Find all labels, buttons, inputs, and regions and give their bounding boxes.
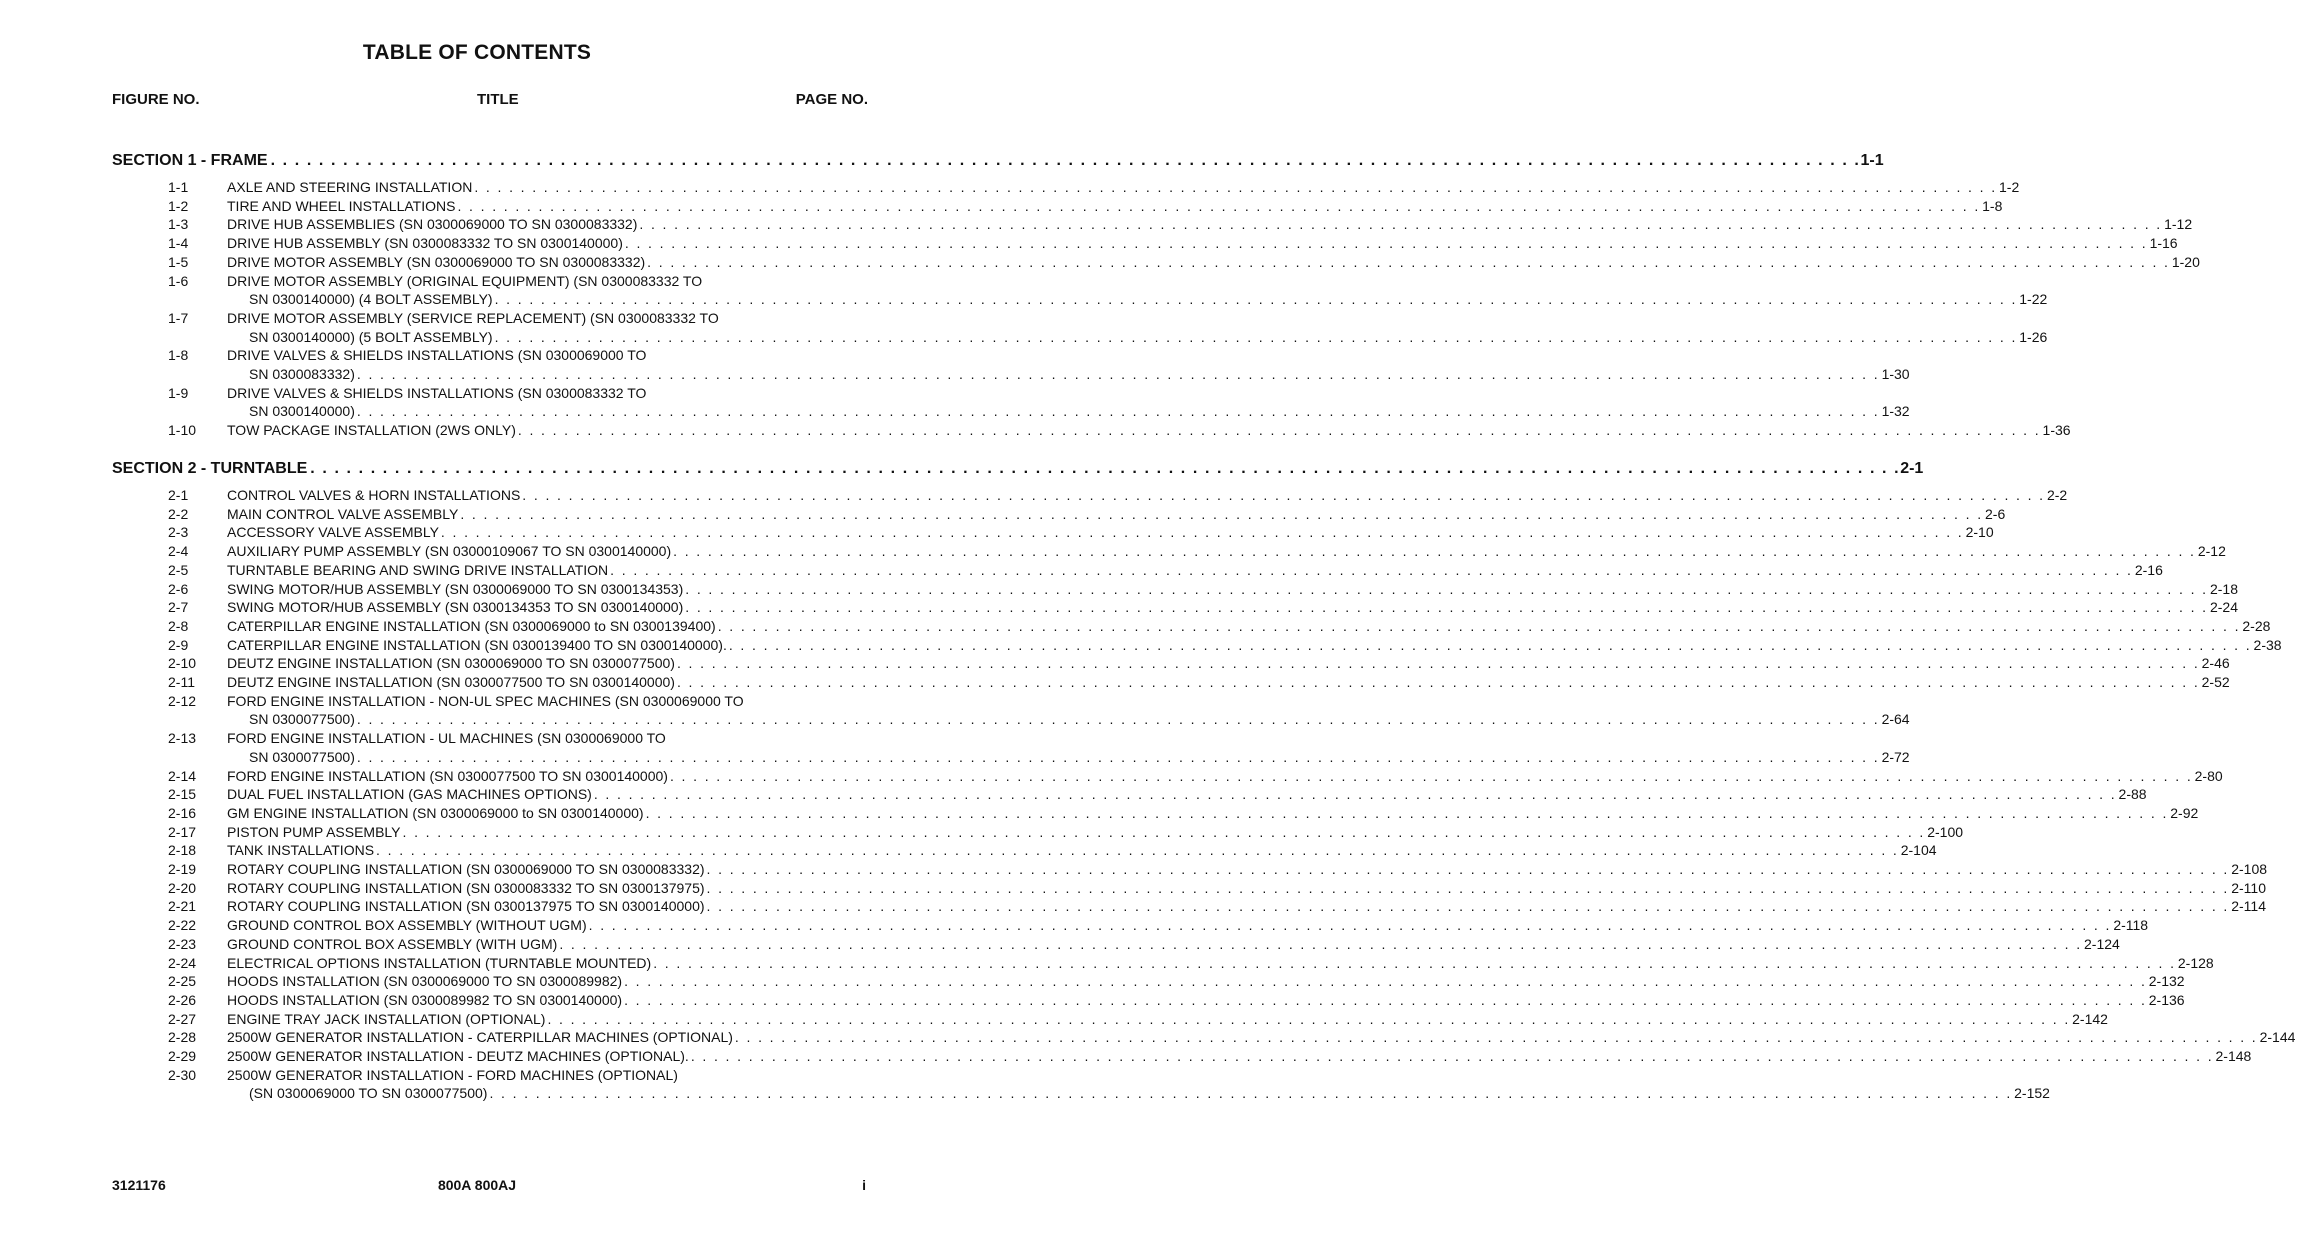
dot-leader: . . . . . . . . . . . . . . . . . . . . . . . . . . . . . . . . . . . . . . . . . . . . . . . . . . . . . . . . . . . . . . . . . . . . . . . . . . . . . . . . . . . . . . . . . . . . . . . . . . . . . . . . . . . . . . . . . . . . . . . . . . . . . . . . . . . .: [624, 235, 2148, 252]
figure-number: 2-17: [168, 823, 197, 840]
toc-entry: [168, 580, 2238, 599]
dot-leader: . . . . . . . . . . . . . . . . . . . . . . . . . . . . . . . . . . . . . . . . . . . . . . . . . . . . . . . . . . . . . . . . . . . . . . . . . . . . . . . . . . . . . . . . . . . . . . . . . . . . . . . . . . . . . . . . . . . . . . . . . . . . . . . . . . . .: [669, 767, 2193, 784]
figure-number: 1-9: [168, 384, 189, 401]
entry-page: 2-124: [2084, 935, 2120, 952]
figure-number: 2-4: [168, 543, 189, 560]
figure-number: 1-8: [168, 347, 189, 364]
entry-title: AXLE AND STEERING INSTALLATION: [227, 179, 473, 195]
entry-page: 2-148: [2215, 1048, 2252, 1064]
dot-leader: . . . . . . . . . . . . . . . . . . . . . . . . . . . . . . . . . . . . . . . . . . . . . . . . . . . . . . . . . . . . . . . . . . . . . . . . . . . . . . . . . . . . . . . . . . . . . . . . . . . . . . . . . . . . . . . . . . . . . . . . . . . . . . . . . . . .: [624, 991, 2147, 1008]
entry-title: MAIN CONTROL VALVE ASSEMBLY: [227, 505, 459, 522]
dot-leader: . . . . . . . . . . . . . . . . . . . . . . . . . . . . . . . . . . . . . . . . . . . . . . . . . . . . . . . . . . . . . . . . . . . . . . . . . . . . . . . . . . . . . . . . . . . . . . . . . . . . . . . . . . . . . . . . . . . . . . . . . . . . . . . . . . . .: [685, 580, 2208, 597]
entry-title: FORD ENGINE INSTALLATION (SN 0300077500 TO SN 0300140000): [227, 767, 668, 784]
toc-entry: [168, 505, 2006, 524]
dot-leader: . . . . . . . . . . . . . . . . . . . . . . . . . . . . . . . . . . . . . . . . . . . . . . . . . . . . . . . . . . . . . . . . . . . . . . . . . . . . . . . . . . . . . . . . . . . . . . . . . . . . . . . . . . . . . . . . . . . . . . . . . . . . . . . . . . . .: [494, 328, 2018, 345]
entry-page: 1-8: [1982, 197, 2003, 214]
entry-page: 2-80: [2194, 767, 2223, 784]
entry-title: CATERPILLAR ENGINE INSTALLATION (SN 0300139400 TO SN 0300140000).: [227, 636, 727, 653]
dot-leader: . . . . . . . . . . . . . . . . . . . . . . . . . . . . . . . . . . . . . . . . . . . . . . . . . . . . . . . . . . . . . . . . . . . . . . . . . . . . . . . . . . . . . . . . . . . . . . . . . . . . . . . . . . . . . . . . . . . . . . . . . . . . . . . . . . . .: [728, 636, 2252, 653]
figure-number: 2-19: [168, 861, 197, 877]
entry-row: [227, 1010, 2108, 1029]
figure-number: 1-1: [168, 179, 189, 195]
entry-title: DRIVE VALVES & SHIELDS INSTALLATIONS (SN 0300083332 TO: [227, 384, 647, 401]
entry-row: [227, 879, 2266, 898]
dot-leader: . . . . . . . . . . . . . . . . . . . . . . . . . . . . . . . . . . . . . . . . . . . . . . . . . . . . . . . . . . . . . . . . . . . . . . . . . . . . . . . . . . . . . . . . . . . . . . . . . . . . . . . . . . . . . . . . . . . . . . . . . . . . . . . . . . . .: [653, 954, 2176, 971]
entry-page: 2-152: [2014, 1085, 2050, 1102]
entry-row: [227, 823, 1964, 842]
entry-row: [227, 523, 1994, 542]
entry-page: 2-18: [2209, 580, 2238, 597]
entry-page: 1-26: [2019, 328, 2048, 345]
toc-entry: [168, 860, 2268, 879]
entry-row: [227, 561, 2163, 580]
dot-leader: . . . . . . . . . . . . . . . . . . . . . . . . . . . . . . . . . . . . . . . . . . . . . . . . . . . . . . . . . . . . . . . . . . . . . . . . . . . . . . . . . . . . . . . . . . . . . . . . . . . . . . . . . . . . . . . . . . . . . . . . . . . . . . . . . . . .: [639, 216, 2163, 233]
entry-row: [227, 598, 2238, 617]
footer-document-number: 3121176: [112, 1177, 166, 1193]
entry-row: [227, 580, 2238, 599]
entry-page: 2-46: [2201, 655, 2230, 672]
dot-leader: . . . . . . . . . . . . . . . . . . . . . . . . . . . . . . . . . . . . . . . . . . . . . . . . . . . . . . . . . . . . . . . . . . . . . . . . . . . . . . . . . . . . . . . . . . . . . . . . . . . . . . . . . . . . . . . . . . . . . . . . . . . . . . . . . . . .: [706, 898, 2230, 915]
figure-number: 2-25: [168, 973, 197, 990]
entry-row: [227, 841, 1937, 860]
figure-number: 2-16: [168, 804, 197, 821]
dot-leader: . . . . . . . . . . . . . . . . . . . . . . . . . . . . . . . . . . . . . . . . . . . . . . . . . . . . . . . . . . . . . . . . . . . . . . . . . . . . . . . . . . . . . . . . . . . . . . . . . . . . . . . . . . . . . . . . . . . . . . . . . . . . . . . . . . . .: [645, 804, 2169, 821]
toc-entry: [168, 617, 2271, 636]
dot-leader: . . . . . . . . . . . . . . . . . . . . . . . . . . . . . . . . . . . . . . . . . . . . . . . . . . . . . . . . . . . . . . . . . . . . . . . . . . . . . . . . . . . . . . . . . . . . . . . . . . . . . . . . . . . . . . . . . . . . . . . . . . . . . . . . . . . .: [356, 748, 1880, 765]
entry-page: 2-6: [1985, 505, 2006, 522]
toc-entry: [168, 421, 2071, 440]
entry-title: PISTON PUMP ASSEMBLY: [227, 823, 401, 840]
figure-number: 2-5: [168, 561, 189, 578]
toc-entry: [168, 823, 1964, 842]
dot-leader: . . . . . . . . . . . . . . . . . . . . . . . . . . . . . . . . . . . . . . . . . . . . . . . . . . . . . . . . . . . . . . . . . . . . . . . . . . . . . . . . . . . . . . . . . . . . . . . . . . . . . . . . . . . . . . . . . . . . . . . . . . . . . . . . . . . .: [356, 711, 1880, 728]
entry-row: [227, 673, 2230, 692]
entry-row: [227, 972, 2185, 991]
dot-leader: . . . . . . . . . . . . . . . . . . . . . . . . . . . . . . . . . . . . . . . . . . . . . . . . . . . . . . . . . . . . . . . . . . . . . . . . . . . . . . . . . . . . . . . . . . . . . . . . . . . . . . . . . . . . . . . . . . . . . . . . . . . . . . . . . . . .: [676, 674, 2200, 690]
toc-entry: [168, 384, 1910, 421]
entry-page: 2-108: [2231, 861, 2268, 877]
entry-row: [227, 636, 2282, 655]
toc-entry: [168, 309, 2048, 346]
toc-entry: [168, 178, 2020, 197]
figure-number: 2-9: [168, 636, 189, 653]
figure-number: 2-12: [168, 692, 197, 709]
toc-entry: [168, 916, 2149, 935]
section-label: SECTION 1 - FRAME: [112, 152, 268, 169]
toc-entry: [168, 486, 2068, 505]
entry-row: [227, 654, 2230, 673]
figure-number: 2-14: [168, 767, 197, 784]
entry-page: 2-136: [2148, 991, 2185, 1008]
entry-title: GM ENGINE INSTALLATION (SN 0300069000 to SN 0300140000): [227, 804, 644, 821]
entry-title: ROTARY COUPLING INSTALLATION (SN 0300137975 TO SN 0300140000): [227, 898, 705, 915]
entry-page: 2-114: [2231, 898, 2266, 915]
entry-title: CONTROL VALVES & HORN INSTALLATIONS: [227, 487, 521, 503]
figure-number: 2-3: [168, 524, 189, 541]
dot-leader: . . . . . . . . . . . . . . . . . . . . . . . . . . . . . . . . . . . . . . . . . . . . . . . . . . . . . . . . . . . . . . . . . . . . . . . . . . . . . . . . . . . . . . . . . . . . . . . . . . . . . . . . . . . . . . . . . . . . . . . . . . . . . . . . . . . .: [494, 291, 2018, 308]
toc-entry: [168, 935, 2120, 954]
entry-title: SN 0300083332): [249, 366, 355, 382]
figure-number: 1-6: [168, 272, 189, 289]
toc-entry: [168, 1047, 2252, 1066]
entry-row: [227, 954, 2214, 973]
toc-entry: [168, 879, 2266, 898]
figure-number: 2-7: [168, 599, 189, 616]
entry-title: DRIVE MOTOR ASSEMBLY (SN 0300069000 TO SN 0300083332): [227, 253, 646, 270]
entry-row: [227, 1047, 2252, 1066]
entry-title: TOW PACKAGE INSTALLATION (2WS ONLY): [227, 422, 516, 439]
dot-leader: . . . . . . . . . . . . . . . . . . . . . . . . . . . . . . . . . . . . . . . . . . . . . . . . . . . . . . . . . . . . . . . . . . . . . . . . . . . . . . . . . . . . . . . . . . . . . . . . . . . . . . . . . . . . . . . . . . . . . . . . . . . . . . . . . . . .: [676, 655, 2200, 672]
dot-leader: . . . . . . . . . . . . . . . . . . . . . . . . . . . . . . . . . . . . . . . . . . . . . . . . . . . . . . . . . . . . . . . . . . . . . . . . . . . . . . . . . . . . . . . . . . . . . . . . . . . . . . . . . . . . . . . . . . . . . . . . . . . . . . . . . . . .: [517, 422, 2041, 439]
figure-number: 2-27: [168, 1010, 197, 1027]
entry-page: 2-16: [2134, 561, 2163, 578]
entry-title: HOODS INSTALLATION (SN 0300069000 TO SN 0300089982): [227, 973, 623, 990]
dot-leader: . . . . . . . . . . . . . . . . . . . . . . . . . . . . . . . . . . . . . . . . . . . . . . . . . . . . . . . . . . . . . . . . . . . . . . . . . . . . . . . . . . . . . . . . . . . . . . . . . . . . . . . . . . . . . . . . . . . . . . . . . . . . . . . . . . . .: [706, 861, 2230, 877]
entry-row: [227, 253, 2200, 272]
dot-leader: . . . . . . . . . . . . . . . . . . . . . . . . . . . . . . . . . . . . . . . . . . . . . . . . . . . . . . . . . . . . . . . . . . . . . . . . . . . . . . . . . . . . . . . . . . . . . . . . . . . . . . . . . . . . . . . . . . . . . . . . . . . . . . . . . . . .: [440, 524, 1964, 541]
section-page: 2-1: [1900, 460, 1924, 477]
entry-row: [227, 1028, 2296, 1047]
entry-row: [249, 365, 1910, 384]
entry-row: [227, 860, 2268, 879]
entry-row: [227, 916, 2149, 935]
entry-page: 2-10: [1965, 524, 1994, 541]
section-heading: [112, 460, 1924, 478]
entry-title: HOODS INSTALLATION (SN 0300089982 TO SN 0300140000): [227, 991, 623, 1008]
page-title: TABLE OF CONTENTS: [362, 41, 592, 64]
dot-leader: . . . . . . . . . . . . . . . . . . . . . . . . . . . . . . . . . . . . . . . . . . . . . . . . . . . . . . . . . . . . . . . . . . . . . . . . . . . . . . . . . . . . . . . . . . . . . . . . . . . . . . . . . . . . . . . . . . . . . . . . . . . . . . . . . . . .: [559, 935, 2083, 952]
figure-number: 1-5: [168, 253, 189, 270]
entry-title: DEUTZ ENGINE INSTALLATION (SN 0300069000 TO SN 0300077500): [227, 655, 675, 672]
entry-title: CATERPILLAR ENGINE INSTALLATION (SN 0300069000 to SN 0300139400): [227, 617, 716, 634]
toc-entry: [168, 785, 2147, 804]
entry-title: FORD ENGINE INSTALLATION - NON-UL SPEC MACHINES (SN 0300069000 TO: [227, 692, 744, 709]
figure-number: 2-30: [168, 1066, 197, 1083]
dot-leader: . . . . . . . . . . . . . . . . . . . . . . . . . . . . . . . . . . . . . . . . . . . . . . . . . . . . . . . . . . . . . . . . . . . . . . . . . . . . . . . . . . . . . . . . . . . . . . . . . . . . . . . . . . . . . . . . . . . . . . . . . . . . . . . . . . . .: [474, 179, 1998, 195]
entry-title: DUAL FUEL INSTALLATION (GAS MACHINES OPTIONS): [227, 786, 592, 803]
entry-page: 2-110: [2231, 879, 2266, 896]
entry-row: [227, 785, 2147, 804]
dot-leader: . . . . . . . . . . . . . . . . . . . . . . . . . . . . . . . . . . . . . . . . . . . . . . . . . . . . . . . . . . . . . . . . . . . . . . . . . . . . . . . . . . . . . . . . . . . . . . . . . . . . . . . . . . . . . . . . . . . . . . . . . . . . . . . . . . . .: [402, 823, 1926, 840]
dot-leader: . . . . . . . . . . . . . . . . . . . . . . . . . . . . . . . . . . . . . . . . . . . . . . . . . . . . . . . . . . . . . . . . . . . . . . . . . . . . . . . . . . . . . . . . . . . . . . . . . . . . . . . . . . . . . . . . . . . . . . . . . . . . . . . . . . . .: [457, 197, 1981, 214]
entry-row: [227, 421, 2071, 440]
entry-page: 2-104: [1900, 842, 1937, 859]
figure-number: 2-11: [168, 674, 195, 690]
entry-title: DRIVE MOTOR ASSEMBLY (ORIGINAL EQUIPMENT) (SN 0300083332 TO: [227, 272, 703, 289]
entry-page: 2-88: [2118, 786, 2147, 803]
section-page: 1-1: [1860, 152, 1884, 169]
toc-entry: [168, 729, 1910, 766]
toc-entry: [168, 654, 2230, 673]
figure-number: 2-2: [168, 505, 189, 522]
figure-number: 2-29: [168, 1048, 197, 1064]
footer-model: 800A 800AJ: [437, 1177, 517, 1193]
figure-number: 2-24: [168, 954, 197, 971]
entry-page: 2-24: [2209, 599, 2238, 616]
entry-page: 2-92: [2170, 804, 2199, 821]
entry-title: SN 0300077500): [249, 711, 355, 728]
entry-page: 2-2: [2046, 487, 2068, 503]
entry-row: [249, 710, 1910, 729]
entry-row: [227, 542, 2226, 561]
toc-entry: [168, 692, 1910, 729]
figure-number: 2-18: [168, 842, 197, 859]
dot-leader: . . . . . . . . . . . . . . . . . . . . . . . . . . . . . . . . . . . . . . . . . . . . . . . . . . . . . . . . . . . . . . . . . . . . . . . . . . . . . . . . . . . . . . . . . . . . . . . . . . . . . . . . . . . . . . . . . . . . . . . . . . . . . . . . . . . .: [706, 879, 2230, 896]
entry-row: [227, 197, 2003, 216]
dot-leader: . . . . . . . . . . . . . . . . . . . . . . . . . . . . . . . . . . . . . . . . . . . . . . . . . . . . . . . . . . . . . . . . . . . . . . . . . . . . . . . . . . . . . . . . . . . . . . . . . . . . . . . . . . . . . . . . . . . . . . . . . . . . . . . . . . . .: [685, 599, 2208, 616]
figure-number: 1-10: [168, 422, 197, 439]
dot-leader: . . . . . . . . . . . . . . . . . . . . . . . . . . . . . . . . . . . . . . . . . . . . . . . . . . . . . . . . . . . . . . . . . . . . . . . . . . . . . . . . . . . . . . . . . . . . . . . . . . . . . . . . . . . . . . . . . . . . . . . . . . . . . . . . . . . .: [489, 1085, 2013, 1102]
entry-title: GROUND CONTROL BOX ASSEMBLY (WITH UGM): [227, 935, 558, 952]
entry-page: 2-64: [1881, 711, 1910, 728]
entry-page: 1-16: [2149, 235, 2178, 252]
entry-title: ACCESSORY VALVE ASSEMBLY: [227, 524, 439, 541]
entry-title: SN 0300140000) (5 BOLT ASSEMBLY): [249, 328, 493, 345]
toc-entry: [168, 197, 2003, 216]
entry-title: SWING MOTOR/HUB ASSEMBLY (SN 0300069000 TO SN 0300134353): [227, 580, 684, 597]
toc-entry: [168, 253, 2200, 272]
entry-title: TIRE AND WHEEL INSTALLATIONS: [227, 197, 456, 214]
entry-row: [227, 767, 2223, 786]
entry-page: 2-52: [2201, 674, 2230, 690]
dot-leader: . . . . . . . . . . . . . . . . . . . . . . . . . . . . . . . . . . . . . . . . . . . . . . . . . . . . . . . . . . . . . . . . . . . . . . . . . . . . . . . . . . . . . . . . . . . . . . . . . . . . . . . . . . . . . . . . . . . . . . . . . . . . . . . . . . . .: [356, 403, 1880, 420]
dot-leader: . . . . . . . . . . . . . . . . . . . . . . . . . . . . . . . . . . . . . . . . . . . . . . . . . . . . . . . . . . . . . . . . . . . . . . . . . . . . . . . . . . . . . . . . . . . . . . . . . . . . . . . . . . . . . . . . . . . . . . . . . . . . . . . . . . . .: [593, 786, 2117, 803]
entry-row: [227, 991, 2185, 1010]
toc-entry: [168, 767, 2223, 786]
toc-entry: [168, 234, 2178, 253]
toc-entry: [168, 598, 2238, 617]
entry-page: 2-100: [1927, 823, 1964, 840]
figure-number: 2-28: [168, 1029, 197, 1046]
dot-leader: . . . . . . . . . . . . . . . . . . . . . . . . . . . . . . . . . . . . . . . . . . . . . . . . . . . . . . . . . . . . . . . . . . . . . . . . . . . . . . . . . . . . . . . . . . . . . . . . . . . . . . . . . . . . . . . . . . . . . . . . . . . . . . . . . . . .: [376, 842, 1899, 859]
toc-entry: [168, 673, 2230, 692]
entry-page: 2-132: [2148, 973, 2185, 990]
dot-leader: . . . . . . . . . . . . . . . . . . . . . . . . . . . . . . . . . . . . . . . . . . . . . . . . . . . . . . . . . . . . . . . . . . . . . . . . . . . . . . . . . . . . . . . . . . . . . . . . . . . . . . . . . . . . . . . . . . . . . . . . . . . . . . . . . . . .: [310, 460, 1901, 477]
entry-page: 2-72: [1881, 748, 1910, 765]
entry-page: 1-22: [2019, 291, 2048, 308]
entry-title: 2500W GENERATOR INSTALLATION - DEUTZ MACHINES (OPTIONAL).: [227, 1048, 689, 1064]
toc-entry: [168, 1028, 2296, 1047]
entry-row: [227, 935, 2120, 954]
figure-number: 2-26: [168, 991, 197, 1008]
entry-row: [227, 215, 2193, 234]
toc-entry: [168, 1010, 2108, 1029]
entry-row: [227, 486, 2068, 505]
entry-title: SN 0300140000) (4 BOLT ASSEMBLY): [249, 291, 493, 308]
entry-row: [227, 234, 2178, 253]
figure-number: 2-15: [168, 786, 197, 803]
dot-leader: . . . . . . . . . . . . . . . . . . . . . . . . . . . . . . . . . . . . . . . . . . . . . . . . . . . . . . . . . . . . . . . . . . . . . . . . . . . . . . . . . . . . . . . . . . . . . . . . . . . . . . . . . . . . . . . . . . . . . . . . . . . . . . . . . . . .: [547, 1010, 2071, 1027]
column-header-title: TITLE: [477, 91, 519, 108]
toc-entry: [168, 346, 1910, 383]
dot-leader: . . . . . . . . . . . . . . . . . . . . . . . . . . . . . . . . . . . . . . . . . . . . . . . . . . . . . . . . . . . . . . . . . . . . . . . . . . . . . . . . . . . . . . . . . . . . . . . . . . . . . . . . . . . . . . . . . . . . . . . . . . . . . . . . . . . .: [610, 561, 2133, 578]
entry-page: 1-20: [2171, 253, 2200, 270]
toc-entry: [168, 991, 2185, 1010]
entry-title: ENGINE TRAY JACK INSTALLATION (OPTIONAL): [227, 1010, 546, 1027]
dot-leader: . . . . . . . . . . . . . . . . . . . . . . . . . . . . . . . . . . . . . . . . . . . . . . . . . . . . . . . . . . . . . . . . . . . . . . . . . . . . . . . . . . . . . . . . . . . . . . . . . . . . . . . . . . . . . . . . . . . . . . . . . . . . . . . . . . . .: [647, 253, 2170, 270]
figure-number: 2-6: [168, 580, 189, 597]
entry-title: TURNTABLE BEARING AND SWING DRIVE INSTALLATION: [227, 561, 609, 578]
dot-leader: . . . . . . . . . . . . . . . . . . . . . . . . . . . . . . . . . . . . . . . . . . . . . . . . . . . . . . . . . . . . . . . . . . . . . . . . . . . . . . . . . . . . . . . . . . . . . . . . . . . . . . . . . . . . . . . . . . . . . . . . . . . . . . . . . . . .: [624, 973, 2147, 990]
column-header-figure: FIGURE NO.: [112, 91, 200, 108]
entry-row: [227, 505, 2006, 524]
entry-title: TANK INSTALLATIONS: [227, 842, 375, 859]
entry-title: DRIVE HUB ASSEMBLIES (SN 0300069000 TO SN 0300083332): [227, 216, 638, 233]
dot-leader: . . . . . . . . . . . . . . . . . . . . . . . . . . . . . . . . . . . . . . . . . . . . . . . . . . . . . . . . . . . . . . . . . . . . . . . . . . . . . . . . . . . . . . . . . . . . . . . . . . . . . . . . . . . . . . . . . . . . . . . . . . . . . . . . . . . .: [717, 617, 2241, 634]
column-header-page: PAGE NO.: [795, 91, 868, 108]
figure-number: 1-7: [168, 309, 189, 326]
entry-row: [249, 290, 2048, 309]
figure-number: 2-13: [168, 730, 197, 747]
entry-title: AUXILIARY PUMP ASSEMBLY (SN 03000109067 TO SN 0300140000): [227, 543, 672, 560]
entry-title: GROUND CONTROL BOX ASSEMBLY (WITHOUT UGM): [227, 917, 587, 934]
section-heading: [112, 152, 1884, 170]
figure-number: 2-23: [168, 935, 197, 952]
dot-leader: . . . . . . . . . . . . . . . . . . . . . . . . . . . . . . . . . . . . . . . . . . . . . . . . . . . . . . . . . . . . . . . . . . . . . . . . . . . . . . . . . . . . . . . . . . . . . . . . . . . . . . . . . . . . . . . . . . . . . . . . . . . . . . . . . . . .: [460, 505, 1984, 522]
entry-page: 1-30: [1881, 366, 1910, 382]
toc-entry: [168, 972, 2185, 991]
entry-title: ELECTRICAL OPTIONS INSTALLATION (TURNTABLE MOUNTED): [227, 954, 652, 971]
entry-row: [249, 328, 2048, 347]
entry-page: 2-38: [2253, 636, 2282, 653]
toc-entry: [168, 841, 1937, 860]
toc-entry: [168, 542, 2226, 561]
dot-leader: . . . . . . . . . . . . . . . . . . . . . . . . . . . . . . . . . . . . . . . . . . . . . . . . . . . . . . . . . . . . . . . . . . . . . . . . . . . . . . . . . . . . . . . . . . . . . . . . . . . . . . . . . . . . . . . . . . . . . . . . . . . . . . . . . . . .: [734, 1029, 2258, 1046]
dot-leader: . . . . . . . . . . . . . . . . . . . . . . . . . . . . . . . . . . . . . . . . . . . . . . . . . . . . . . . . . . . . . . . . . . . . . . . . . . . . . . . . . . . . . . . . . . . . . . . . . . . . . . . . . . . . . . . . . . . . . . . . . . . . . . . . . . . .: [690, 1048, 2214, 1064]
entry-page: 2-12: [2197, 543, 2226, 560]
footer-page-number: i: [862, 1177, 866, 1193]
toc-entry: [168, 215, 2193, 234]
entry-page: 2-142: [2072, 1010, 2108, 1027]
toc-entry: [168, 561, 2163, 580]
entry-title: SWING MOTOR/HUB ASSEMBLY (SN 0300134353 TO SN 0300140000): [227, 599, 684, 616]
entry-row: [227, 897, 2266, 916]
dot-leader: . . . . . . . . . . . . . . . . . . . . . . . . . . . . . . . . . . . . . . . . . . . . . . . . . . . . . . . . . . . . . . . . . . . . . . . . . . . . . . . . . . . . . . . . . . . . . . . . . . . . . . . . . . . . . . . . . . . . . . . . . . . . . . . . . . . .: [522, 487, 2045, 503]
toc-entry: [168, 897, 2266, 916]
entry-page: 1-2: [1999, 179, 2020, 195]
figure-number: 1-4: [168, 235, 189, 252]
entry-row: [249, 402, 1910, 421]
figure-number: 1-3: [168, 216, 189, 233]
figure-number: 2-8: [168, 617, 189, 634]
toc-entry: [168, 1066, 2050, 1103]
figure-number: 2-1: [168, 487, 189, 503]
entry-title: 2500W GENERATOR INSTALLATION - CATERPILLAR MACHINES (OPTIONAL): [227, 1029, 733, 1046]
entry-title: SN 0300140000): [249, 403, 355, 420]
figure-number: 1-2: [168, 197, 189, 214]
figure-number: 2-21: [168, 898, 197, 915]
entry-page: 2-144: [2259, 1029, 2296, 1046]
entry-page: 1-32: [1881, 403, 1910, 420]
figure-number: 2-22: [168, 917, 197, 934]
entry-page: 1-36: [2042, 422, 2071, 439]
dot-leader: . . . . . . . . . . . . . . . . . . . . . . . . . . . . . . . . . . . . . . . . . . . . . . . . . . . . . . . . . . . . . . . . . . . . . . . . . . . . . . . . . . . . . . . . . . . . . . . . . . . . . . . . . . . . . . . . . . . . . . . . . . . . . . . . . . . .: [588, 917, 2112, 934]
figure-number: 2-10: [168, 655, 197, 672]
entry-title: DRIVE HUB ASSEMBLY (SN 0300083332 TO SN 0300140000): [227, 235, 623, 252]
figure-number: 2-20: [168, 879, 197, 896]
entry-row: [227, 617, 2271, 636]
section-label: SECTION 2 - TURNTABLE: [112, 460, 308, 477]
dot-leader: . . . . . . . . . . . . . . . . . . . . . . . . . . . . . . . . . . . . . . . . . . . . . . . . . . . . . . . . . . . . . . . . . . . . . . . . . . . . . . . . . . . . . . . . . . . . . . . . . . . . . . . . . . . . . . . . . . . . . . . . . . . . . . . . . . . .: [270, 152, 1861, 169]
entry-title: DRIVE MOTOR ASSEMBLY (SERVICE REPLACEMENT) (SN 0300083332 TO: [227, 309, 719, 326]
entry-page: 2-28: [2242, 617, 2271, 634]
toc-entry: [168, 804, 2199, 823]
entry-title: 2500W GENERATOR INSTALLATION - FORD MACHINES (OPTIONAL): [227, 1066, 678, 1083]
toc-entry: [168, 523, 1994, 542]
toc-entry: [168, 636, 2282, 655]
entry-row: [249, 748, 1910, 767]
entry-title: ROTARY COUPLING INSTALLATION (SN 0300083332 TO SN 0300137975): [227, 879, 705, 896]
entry-title: DRIVE VALVES & SHIELDS INSTALLATIONS (SN 0300069000 TO: [227, 347, 647, 364]
entry-row: [249, 1084, 2050, 1103]
toc-entry: [168, 272, 2048, 309]
entry-row: [227, 804, 2199, 823]
entry-title: (SN 0300069000 TO SN 0300077500): [249, 1085, 488, 1102]
entry-title: FORD ENGINE INSTALLATION - UL MACHINES (SN 0300069000 TO: [227, 730, 666, 747]
entry-title: DEUTZ ENGINE INSTALLATION (SN 0300077500 TO SN 0300140000): [227, 674, 675, 690]
dot-leader: . . . . . . . . . . . . . . . . . . . . . . . . . . . . . . . . . . . . . . . . . . . . . . . . . . . . . . . . . . . . . . . . . . . . . . . . . . . . . . . . . . . . . . . . . . . . . . . . . . . . . . . . . . . . . . . . . . . . . . . . . . . . . . . . . . . .: [673, 543, 2196, 560]
entry-page: 2-128: [2177, 954, 2214, 971]
dot-leader: . . . . . . . . . . . . . . . . . . . . . . . . . . . . . . . . . . . . . . . . . . . . . . . . . . . . . . . . . . . . . . . . . . . . . . . . . . . . . . . . . . . . . . . . . . . . . . . . . . . . . . . . . . . . . . . . . . . . . . . . . . . . . . . . . . . .: [356, 366, 1880, 382]
entry-page: 1-12: [2164, 216, 2193, 233]
entry-page: 2-118: [2113, 917, 2149, 934]
toc-entry: [168, 954, 2214, 973]
entry-title: SN 0300077500): [249, 748, 355, 765]
entry-row: [227, 178, 2020, 197]
entry-title: ROTARY COUPLING INSTALLATION (SN 0300069000 TO SN 0300083332): [227, 861, 705, 877]
